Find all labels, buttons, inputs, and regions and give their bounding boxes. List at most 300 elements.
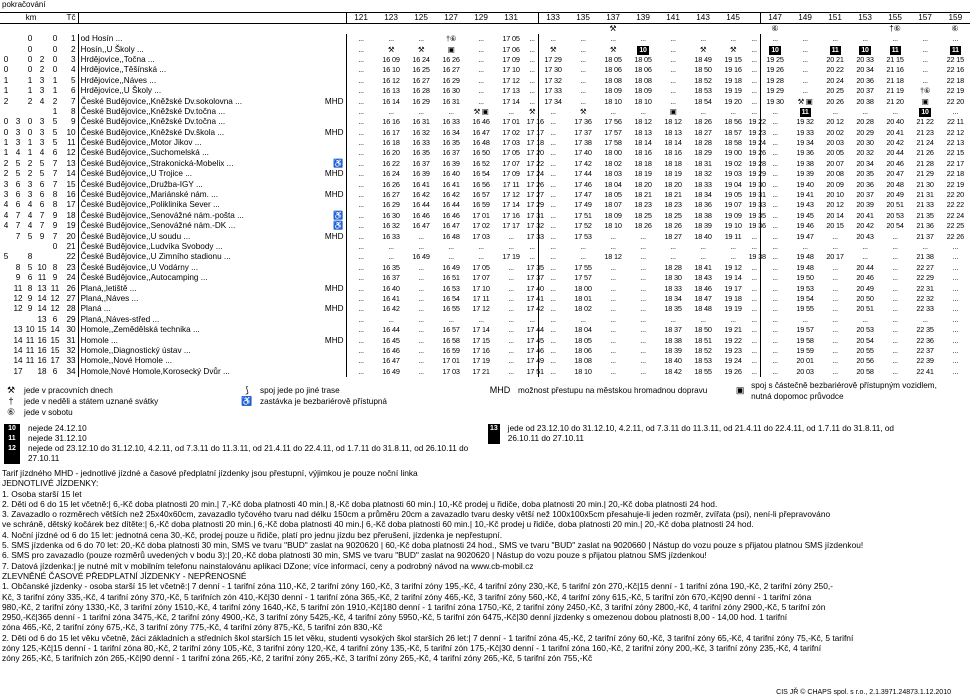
departure-time (376, 107, 406, 117)
time-text: 19 41 (796, 190, 814, 200)
time-text: 19 47 (796, 231, 814, 241)
departure-time (466, 148, 496, 158)
departure-time (748, 304, 760, 314)
time-text: ... (670, 54, 676, 64)
time-text: 17 03 (502, 138, 520, 148)
time-text: 20 36 (856, 179, 874, 189)
time-text: 19 30 (766, 96, 784, 106)
departure-time (718, 367, 748, 377)
time-text: 17 42 (526, 304, 544, 314)
train-number (526, 13, 538, 24)
departure-time (940, 242, 970, 252)
time-text: 18 27 (694, 127, 712, 137)
time-text: ... (580, 75, 586, 85)
stop-sequence: 21 (62, 242, 78, 252)
stop-sequence: 7 (62, 96, 78, 106)
time-text: 19 00 (724, 148, 742, 158)
train-number: 133 (538, 13, 568, 24)
departure-time (718, 117, 748, 127)
departure-time (436, 252, 466, 262)
stop-name (78, 252, 346, 262)
departure-time (820, 148, 850, 158)
departure-time (436, 179, 466, 189)
stop-name (78, 325, 346, 335)
time-text: 19 16 (724, 65, 742, 75)
time-text: ... (388, 106, 394, 116)
departure-time (568, 315, 598, 325)
departure-time (466, 367, 496, 377)
departure-time (658, 242, 688, 252)
fare-line: 5. SMS jízdenka od 6 do 70 let: 20,-Kč doba platnosti 30 min, SMS ve tvaru "BUD" zaslat na 9020620 | 60,-Kč doba platnosti 24 hod., SMS ve tvaru "BUD" zaslat na 9020660 | Nástup do vozu pouze s přijatou platnou SMS jízdenkou! (2, 540, 864, 551)
departure-time (820, 169, 850, 179)
departure-time (466, 86, 496, 96)
departure-time (436, 242, 466, 252)
stop-sequence: 31 (62, 335, 78, 345)
departure-time (688, 148, 718, 158)
legend-item (240, 385, 387, 396)
departure-time (376, 138, 406, 148)
time-text: ... (670, 75, 676, 85)
time-text: 20 36 (856, 75, 874, 85)
departure-time (940, 325, 970, 335)
train-number: 157 (910, 13, 940, 24)
km-value: 0 (27, 65, 33, 75)
departure-time (376, 96, 406, 106)
time-text: ... (802, 65, 808, 75)
time-text: 18 14 (664, 138, 682, 148)
departure-time (628, 367, 658, 377)
time-text: 18 40 (664, 356, 682, 366)
time-text: ... (358, 231, 364, 241)
km-value: 11 (25, 356, 35, 366)
departure-time (748, 252, 766, 262)
time-text: ... (892, 325, 898, 335)
stop-name (78, 159, 346, 169)
note-symbol: ⑥ (951, 24, 959, 33)
time-text: 17 58 (604, 138, 622, 148)
time-text: ... (892, 231, 898, 241)
stop-sequence: 1 (62, 34, 78, 44)
departure-time (820, 138, 850, 148)
stop-row (0, 211, 970, 221)
stop-name-text: Homole,,Zemědělská technika ... (80, 325, 200, 335)
time-text: ... (640, 262, 646, 272)
stop-sequence: 28 (62, 304, 78, 314)
time-text: 16 33 (412, 138, 430, 148)
time-text: ... (802, 44, 808, 54)
departure-time (910, 148, 940, 158)
time-text: 19 02 (724, 158, 742, 168)
departure-time (880, 315, 910, 325)
departure-time (658, 273, 688, 283)
time-text: 20 32 (856, 148, 874, 158)
stop-name-text: České Budějovice,,Družba-IGY ... (80, 179, 203, 189)
time-text: ... (640, 273, 646, 283)
time-text: 20 53 (886, 210, 904, 220)
departure-time (790, 190, 820, 200)
mhd-transfer-marker: MHD (324, 335, 344, 345)
km-value: 1 (3, 86, 9, 96)
km-value (12, 34, 24, 44)
time-text: ... (832, 231, 838, 241)
time-text: 19 15 (724, 54, 742, 64)
time-text: ... (772, 345, 778, 355)
time-text: 19 48 (796, 252, 814, 262)
time-text: 18 20 (664, 179, 682, 189)
departure-time (346, 169, 376, 179)
time-text: 19 32 (796, 117, 814, 127)
time-text: ... (772, 190, 778, 200)
km-value: 11 (37, 273, 47, 283)
departure-time (880, 242, 910, 252)
stop-name-text: České Budějovice,,Senovážné nám.-DK ... (80, 221, 236, 231)
km-value: 0 (27, 44, 33, 54)
departure-time (496, 44, 526, 54)
stop-name (78, 283, 346, 293)
departure-time (436, 367, 466, 377)
departure-time (598, 190, 628, 200)
time-text: ... (730, 34, 736, 44)
departure-time (628, 159, 658, 169)
departure-time (760, 335, 790, 345)
departure-time (688, 117, 718, 127)
time-text: 18 42 (664, 366, 682, 376)
time-text: 16 16 (382, 117, 400, 127)
time-text: 17 32 (526, 221, 544, 231)
departure-time (376, 117, 406, 127)
km-value: 2 (3, 169, 9, 179)
departure-time (760, 283, 790, 293)
time-text: 19 55 (796, 304, 814, 314)
time-text: ... (580, 96, 586, 106)
departure-time (466, 117, 496, 127)
departure-time (406, 200, 436, 210)
departure-time (658, 200, 688, 210)
departure-time (658, 346, 688, 356)
departure-time (850, 169, 880, 179)
departure-time (688, 346, 718, 356)
legend-text: spoj s částečně bezbariérově přístupným vozidlem, nutná dopomoc průvodce (751, 380, 937, 401)
km-value (0, 263, 12, 273)
departure-time (628, 107, 658, 117)
time-text: 22 33 (916, 304, 934, 314)
wheelchair-icon: ♿ (333, 210, 344, 220)
time-text: ... (550, 325, 556, 335)
time-text: ... (832, 314, 838, 324)
time-text: ... (418, 356, 424, 366)
departure-time (526, 55, 538, 65)
time-text: 21 19 (886, 86, 904, 96)
departure-time (910, 107, 940, 117)
stop-row (0, 273, 970, 283)
time-text: 18 48 (694, 304, 712, 314)
departure-time (526, 190, 544, 200)
km-value: 2 (39, 65, 45, 75)
time-text: ... (508, 283, 514, 293)
note-code-badge: 12 (4, 444, 20, 464)
time-text: 20 58 (856, 366, 874, 376)
km-value: 8 (52, 200, 58, 210)
departure-time (526, 293, 544, 304)
departure-time (658, 179, 688, 189)
km-value: 4 (15, 148, 21, 158)
departure-time (406, 221, 436, 231)
stop-row (0, 107, 970, 117)
departure-time (718, 335, 748, 345)
time-text: 20 41 (856, 210, 874, 220)
departure-time (376, 128, 406, 138)
departure-time (688, 190, 718, 200)
time-text: ... (478, 54, 484, 64)
time-text: ... (772, 356, 778, 366)
stop-sequence: 33 (62, 356, 78, 366)
departure-time (820, 211, 850, 221)
stop-name-text: České Budějovice,,Strakonická-Mobelix ... (80, 158, 234, 168)
departure-time (628, 211, 658, 221)
departure-time (790, 231, 820, 241)
time-text: ... (550, 283, 556, 293)
time-text: 17 16 (526, 117, 544, 127)
stop-name-text: České Budějovice,,Kněžské Dv.točna ... (80, 117, 226, 127)
time-text: ... (610, 325, 616, 335)
time-text: 17 10 (472, 283, 490, 293)
stop-name (78, 169, 346, 179)
departure-time (496, 304, 526, 314)
train-number: 145 (718, 13, 748, 24)
stop-sequence: 13 (62, 159, 78, 169)
departure-time (790, 148, 820, 158)
departure-time (568, 294, 598, 304)
km-value: 6 (52, 314, 58, 324)
departure-time (376, 263, 406, 273)
time-text: 17 47 (574, 190, 592, 200)
notes-spacer (0, 24, 346, 35)
departure-time (658, 231, 688, 241)
time-text: ... (358, 262, 364, 272)
km-value (12, 242, 24, 252)
departure-time (688, 159, 718, 169)
departure-time (910, 367, 940, 377)
km-value (0, 242, 12, 252)
departure-time (406, 169, 436, 179)
time-text: ... (922, 314, 928, 324)
time-text: 18 53 (694, 86, 712, 96)
time-text: 22 24 (946, 210, 964, 220)
fare-line: 6. SMS pro zavazadlo (pouze rozměrů uvedených v bodu 3):| 20,-Kč doba platnosti 30 min, SMS ve tvaru "BUD" zaslat na 9020620 | Nástup do vozu pouze s přijatou platnou SMS jízdenkou! (2, 550, 707, 561)
time-text: ... (862, 314, 868, 324)
time-text: 18 51 (694, 335, 712, 345)
time-text: ... (610, 335, 616, 345)
time-text: ... (730, 252, 736, 262)
time-text: 20 51 (856, 304, 874, 314)
time-text: ... (610, 293, 616, 303)
time-text: ... (751, 242, 757, 251)
time-text: ... (751, 293, 757, 303)
departure-time (526, 366, 544, 377)
km-value: 0 (52, 65, 58, 75)
time-text: ... (952, 293, 959, 303)
stop-row (0, 148, 970, 158)
fare-line: zóny 265,-Kč, 5 tarifních zón 265,-Kč|90 denní - 1 tarifní zóna 265,-Kč, 2 tarifní zóny 265,-Kč, 3 tarifní zóny 265,-Kč, 4 tarifní zóny 265,-Kč, 5 tarifní zón 755,-Kč (2, 653, 593, 664)
footnote (4, 434, 474, 444)
departure-time (346, 55, 376, 65)
stop-row (0, 169, 970, 179)
departure-time (910, 179, 940, 189)
departure-time (496, 169, 526, 179)
departure-time (880, 34, 910, 44)
departure-time (436, 65, 466, 75)
time-text: ... (640, 242, 646, 251)
time-text: ... (802, 242, 808, 251)
departure-time (466, 211, 496, 221)
time-text: 17 16 (502, 210, 520, 220)
km-value: 7 (52, 169, 58, 179)
km-value: 9 (52, 210, 58, 220)
departure-time (466, 242, 496, 252)
departure-time (658, 315, 688, 325)
time-text: ... (832, 345, 838, 355)
departure-time (748, 65, 760, 75)
km-value: 12 (50, 293, 60, 303)
fare-line: Kč, 3 tarifní zóny 335,-Kč, 4 tarifní zóny 370,-Kč, 5 tarifních zón 410,-Kč|30 denní - 1 tarifní zóna 365,-Kč, 2 tarifní zóny 465,-Kč, 3 tarifní zóny 560,-Kč, 4 tarifní zóny 615,-Kč, 5 tarifní zón 670,-Kč|90 denní - 1 tarifní zóna (2, 591, 812, 602)
time-text: 19 18 (724, 75, 742, 85)
time-text: 18 14 (634, 138, 652, 148)
footer-copyright: CIS JŘ © CHAPS spol. s r.o., 2.1.3971.24873.1.12.2010 (776, 689, 951, 696)
km-value: 5 (52, 127, 58, 137)
time-text: 16 12 (382, 75, 400, 85)
departure-time (406, 55, 436, 65)
departure-time (526, 325, 544, 335)
time-text: ... (751, 65, 757, 75)
departure-time (850, 335, 880, 345)
km-value: 3 (39, 138, 45, 148)
time-text: 19 48 (796, 262, 814, 272)
departure-time (718, 107, 748, 117)
departure-time (526, 200, 544, 210)
time-text: 19 10 (724, 221, 742, 231)
departure-time (376, 76, 406, 86)
km-value: 6 (39, 179, 45, 189)
time-text: ... (700, 314, 706, 324)
time-text: 19 24 (748, 138, 766, 148)
time-text: 18 20 (634, 179, 652, 189)
time-text: 18 06 (574, 345, 592, 355)
legend-text: jede v neděli a státem uznané svátky (24, 397, 159, 406)
legend-col-1 (4, 385, 158, 418)
legend-item (4, 385, 158, 396)
train-number: 129 (466, 13, 496, 24)
departure-time (790, 356, 820, 366)
legend-text: zastávka je bezbariérově přístupná (260, 397, 387, 406)
departure-time (406, 367, 436, 377)
km-value (0, 294, 12, 304)
departure-time (748, 127, 766, 138)
departure-time (568, 356, 598, 366)
departure-time (760, 55, 790, 65)
departure-time (406, 315, 436, 325)
km-value: 4 (3, 210, 9, 220)
stop-row (0, 335, 970, 345)
departure-time (688, 200, 718, 210)
stop-name (78, 221, 346, 231)
departure-time (850, 263, 880, 273)
km-value: 3 (15, 127, 21, 137)
departure-time (496, 76, 526, 86)
departure-time (496, 65, 526, 75)
time-text: ⚒ (417, 44, 425, 54)
departure-time (436, 231, 466, 241)
time-text: ... (670, 96, 676, 106)
departure-time (628, 55, 658, 65)
departure-time (658, 211, 688, 221)
departure-time (880, 76, 910, 86)
departure-time (496, 190, 526, 200)
departure-time (748, 76, 760, 86)
time-text: 17 44 (574, 169, 592, 179)
departure-time (436, 138, 466, 148)
departure-time (598, 55, 628, 65)
time-text: 18 13 (664, 127, 682, 137)
departure-time (748, 158, 766, 169)
departure-time (688, 325, 718, 335)
departure-time (406, 44, 436, 54)
time-text: 16 31 (412, 117, 430, 127)
departure-time (526, 221, 544, 231)
departure-time (940, 65, 970, 75)
departure-time (568, 76, 598, 86)
note-symbol: ⑥ (771, 24, 779, 33)
stop-name-text: České Budějovice,,U soudu ... (80, 231, 191, 241)
time-text: 19 40 (796, 179, 814, 189)
time-text: 17 05 (502, 34, 520, 44)
km-value: 6 (39, 200, 45, 210)
time-text: 22 15 (946, 54, 964, 64)
time-text: ... (610, 345, 616, 355)
departure-time (466, 346, 496, 356)
departure-time (880, 107, 910, 117)
time-text: ... (508, 366, 514, 376)
time-text: ... (550, 106, 556, 116)
stop-name-text: Hrdějovice,,Točna ... (80, 54, 155, 64)
time-text: 19 46 (796, 221, 814, 231)
km-value (12, 86, 24, 96)
fare-line: zóny 125,-Kč|15 denní - 1 tarifní zóna 80,-Kč, 2 tarifní zóny 105,-Kč, 3 tarifní zóny 120,-Kč, 4 tarifní zóny 135,-Kč, 5 tarifní zón 175,-Kč|30 denní - 1 tarifní zóna 160,-Kč, 2 tarifní zóny 200,-Kč, 3 tarifní zóny 235,-Kč, 4 tarifní (2, 643, 822, 654)
time-text: ... (358, 169, 364, 179)
time-text: ... (508, 262, 514, 272)
time-text: 17 11 (502, 179, 520, 189)
departure-time (790, 221, 820, 231)
departure-time (346, 273, 376, 283)
km-value: 1 (27, 86, 33, 96)
departure-time (688, 263, 718, 273)
time-text: 18 50 (694, 65, 712, 75)
time-text: ... (751, 335, 757, 345)
km-value: 4 (27, 221, 33, 231)
note-code-badge: 10 (861, 46, 869, 54)
time-text: ⚒ ▣ (797, 96, 813, 106)
time-text: 20 56 (856, 356, 874, 366)
departure-time (910, 252, 940, 262)
km-value: 8 (27, 252, 33, 262)
time-text: 19 33 (748, 200, 766, 210)
stop-row (0, 55, 970, 65)
stop-name-text: České Budějovice,,Kněžské Dv.točna ... (80, 106, 226, 116)
departure-time (346, 231, 376, 241)
time-text: 22 31 (916, 283, 934, 293)
departure-time (688, 231, 718, 241)
departure-time (496, 34, 526, 44)
wheelchair-icon: ♿ (333, 221, 344, 231)
